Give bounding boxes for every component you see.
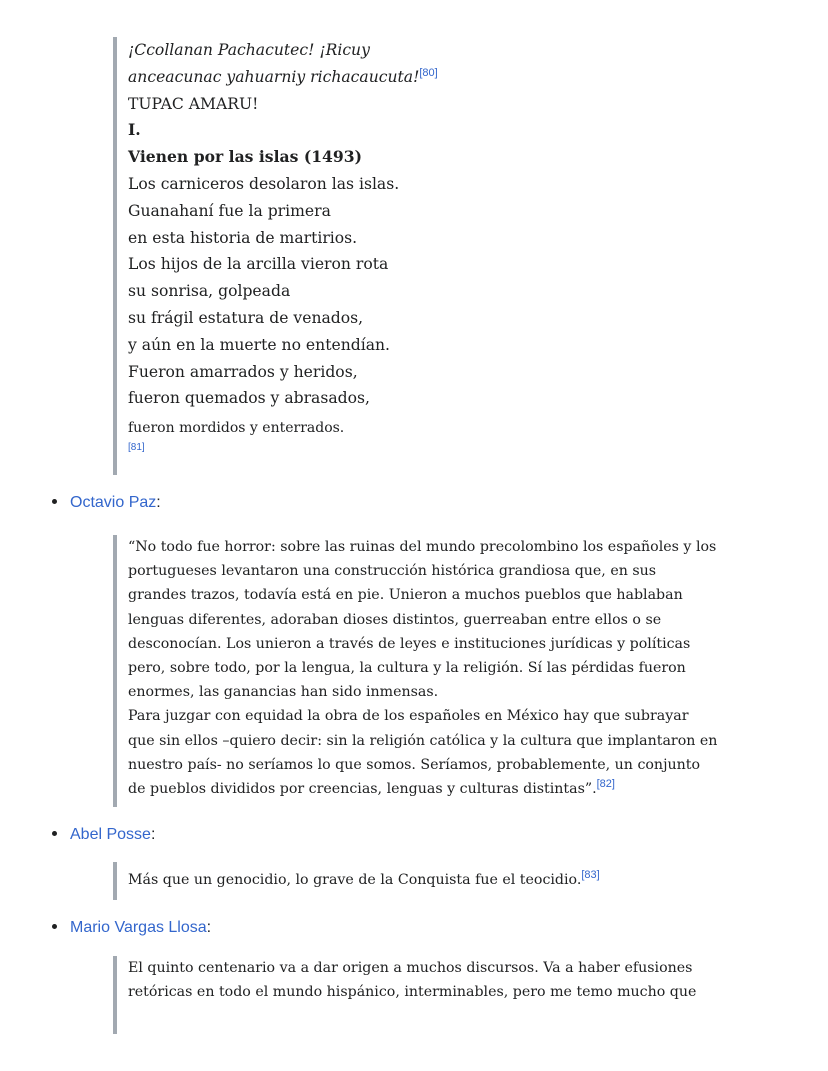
poem-blockquote	[113, 37, 438, 475]
author-colon: :	[206, 919, 212, 936]
poem-line: su frágil estatura de venados,	[128, 308, 364, 327]
poem-heading: Vienen por las islas (1493)	[128, 147, 362, 167]
poem-line: su sonrisa, golpeada	[128, 282, 291, 301]
bullet-icon	[52, 499, 57, 504]
list-item-mario-vargas-llosa	[52, 918, 211, 938]
quote-octavio-paz	[113, 535, 718, 807]
poem-quechua-line-2-wrap	[128, 64, 438, 91]
poem-quechua-line-2: anceacunac yahuarniy richacaucuta!	[128, 67, 420, 86]
bullet-icon	[52, 924, 57, 929]
author-colon: :	[156, 494, 161, 511]
poem-quechua-line-1: ¡Ccollanan Pachacutec! ¡Ricuy	[128, 41, 370, 59]
reference-82-link[interactable]: [82]	[596, 778, 615, 791]
bullet-icon	[52, 831, 57, 836]
quote-text: El quinto centenario va a dar origen a muchos discursos. Va a haber efusiones retóricas en todo el mundo hispánico, interminables, pero me temo mucho que	[128, 960, 697, 1001]
poem-line: y aún en la muerte no entendían.	[128, 335, 391, 354]
quote-paragraph-with-ref	[128, 704, 718, 801]
quote-paragraph: “No todo fue horror: sobre las ruinas del mundo precolombino los españoles y los portugueses levantaron una construcción histórica grandiosa que, en sus grandes trazos, todavía está en pie. Unieron a muchos pueblos que hablaban lenguas diferentes, adoraban dioses distintos, guerreaban entre ellos o se desconocían. Los unieron a través de leyes e instituciones jurídicas y políticas pero, sobre todo, por la lengua, la cultura y la religión. Sí las pérdidas fueron enormes, las ganancias han sido inmensas.	[128, 539, 717, 701]
author-link-octavio-paz[interactable]: Octavio Paz	[70, 494, 157, 511]
quote-paragraph: Para juzgar con equidad la obra de los españoles en México hay que subrayar que sin ellos –quiero decir: sin la religión católica y la cultura que implantaron en nuestro país- no seríamos lo que somos. Seríamos, probablemente, un conjunto de pueblos divididos por creencias, lenguas y culturas distintas”.	[128, 708, 718, 798]
poem-last-line: fueron mordidos y enterrados.	[128, 420, 345, 437]
list-item-octavio-paz	[52, 493, 161, 513]
poem-title: TUPAC AMARU!	[128, 94, 259, 113]
quote-abel-posse	[113, 862, 718, 900]
reference-80-link[interactable]: [80]	[419, 66, 438, 79]
poem-line: en esta historia de martirios.	[128, 228, 358, 247]
poem-line: Los carniceros desolaron las islas.	[128, 174, 400, 193]
reference-81-wrap	[128, 438, 438, 455]
author-link-mario-vargas-llosa[interactable]: Mario Vargas Llosa	[70, 919, 207, 936]
quote-text: Más que un genocidio, lo grave de la Conquista fue el teocidio.	[128, 872, 582, 888]
quote-mario-vargas-llosa	[113, 956, 718, 1034]
poem-line: fueron quemados y abrasados,	[128, 389, 370, 408]
author-link-abel-posse[interactable]: Abel Posse	[70, 826, 151, 843]
poem-section-number: I.	[128, 120, 141, 140]
reference-81-link[interactable]: [81]	[128, 442, 145, 454]
poem-line: Los hijos de la arcilla vieron rota	[128, 255, 389, 274]
poem-line: Fueron amarrados y heridos,	[128, 362, 358, 381]
reference-83-link[interactable]: [83]	[581, 869, 600, 881]
poem-line: Guanahaní fue la primera	[128, 201, 331, 220]
author-colon: :	[150, 826, 156, 843]
list-item-abel-posse	[52, 825, 155, 845]
